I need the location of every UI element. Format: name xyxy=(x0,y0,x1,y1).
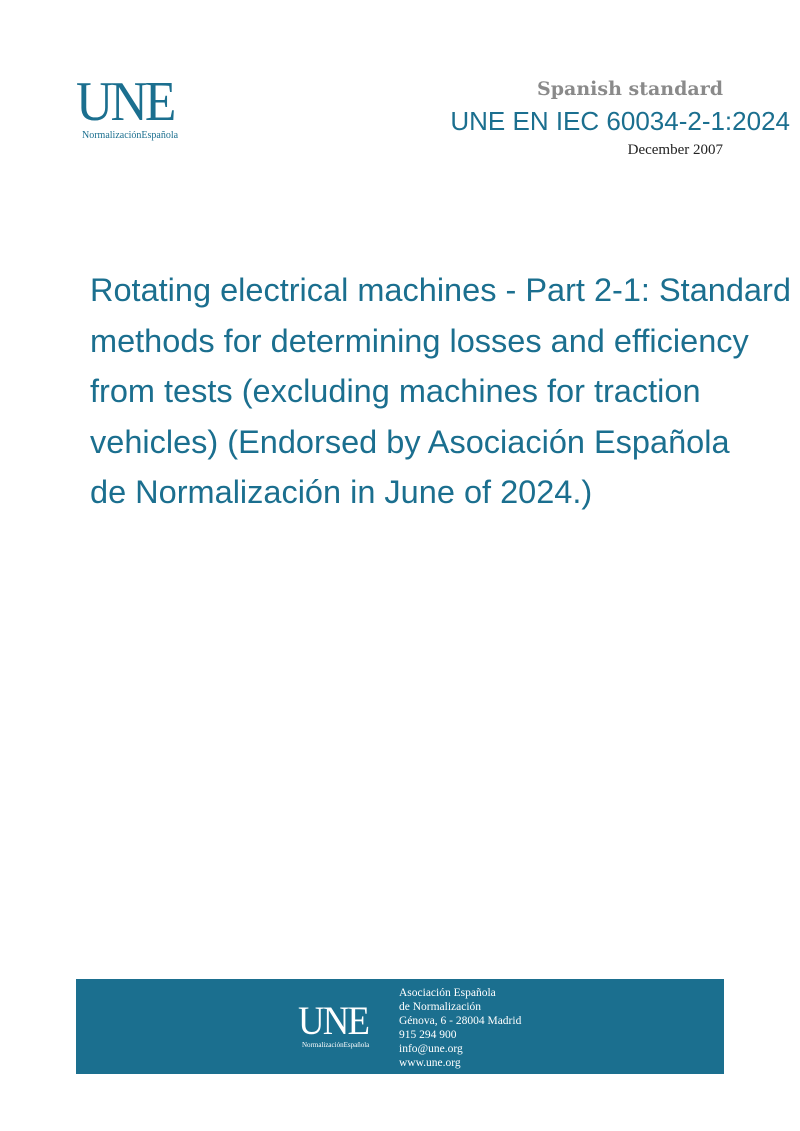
footer-logo xyxy=(298,998,388,1051)
title-line: vehicles) (Endorsed by Asociación Española xyxy=(90,423,730,460)
email-address: info@une.org xyxy=(399,1043,463,1055)
title-line: de Normalización in June of 2024.) xyxy=(90,474,593,510)
une-logo xyxy=(76,71,206,144)
title-line: from tests (excluding machines for traction xyxy=(90,373,701,409)
website-url: www.une.org xyxy=(399,1057,461,1069)
address-line: Asociación Española xyxy=(399,987,496,999)
document-label: Spanish standard xyxy=(537,78,723,100)
address-line: de Normalización xyxy=(399,1001,482,1013)
logo-subtitle xyxy=(82,130,178,141)
address-line: Génova, 6 - 28004 Madrid xyxy=(399,1015,522,1027)
title-line: methods for determining losses and efficiency xyxy=(90,322,749,359)
footer-logo-subtitle-part1: Normalización xyxy=(302,1041,344,1049)
standard-code: UNE EN IEC 60034-2-1:2024 xyxy=(450,106,790,136)
footer-logo-wordmark: UNE xyxy=(298,998,369,1043)
logo-subtitle-part2: Española xyxy=(141,130,179,141)
logo-wordmark: UNE xyxy=(76,71,174,133)
contact-address xyxy=(399,986,521,1070)
publication-date: December 2007 xyxy=(627,142,723,158)
document-title xyxy=(90,265,800,518)
phone-number: 915 294 900 xyxy=(399,1029,457,1041)
footer-logo-subtitle xyxy=(302,1041,369,1049)
footer-banner xyxy=(76,979,724,1074)
logo-subtitle-part1: Normalización xyxy=(82,130,142,141)
footer-logo-subtitle-part2: Española xyxy=(343,1041,370,1049)
title-line: Rotating electrical machines - Part 2-1: Standard xyxy=(90,272,791,308)
